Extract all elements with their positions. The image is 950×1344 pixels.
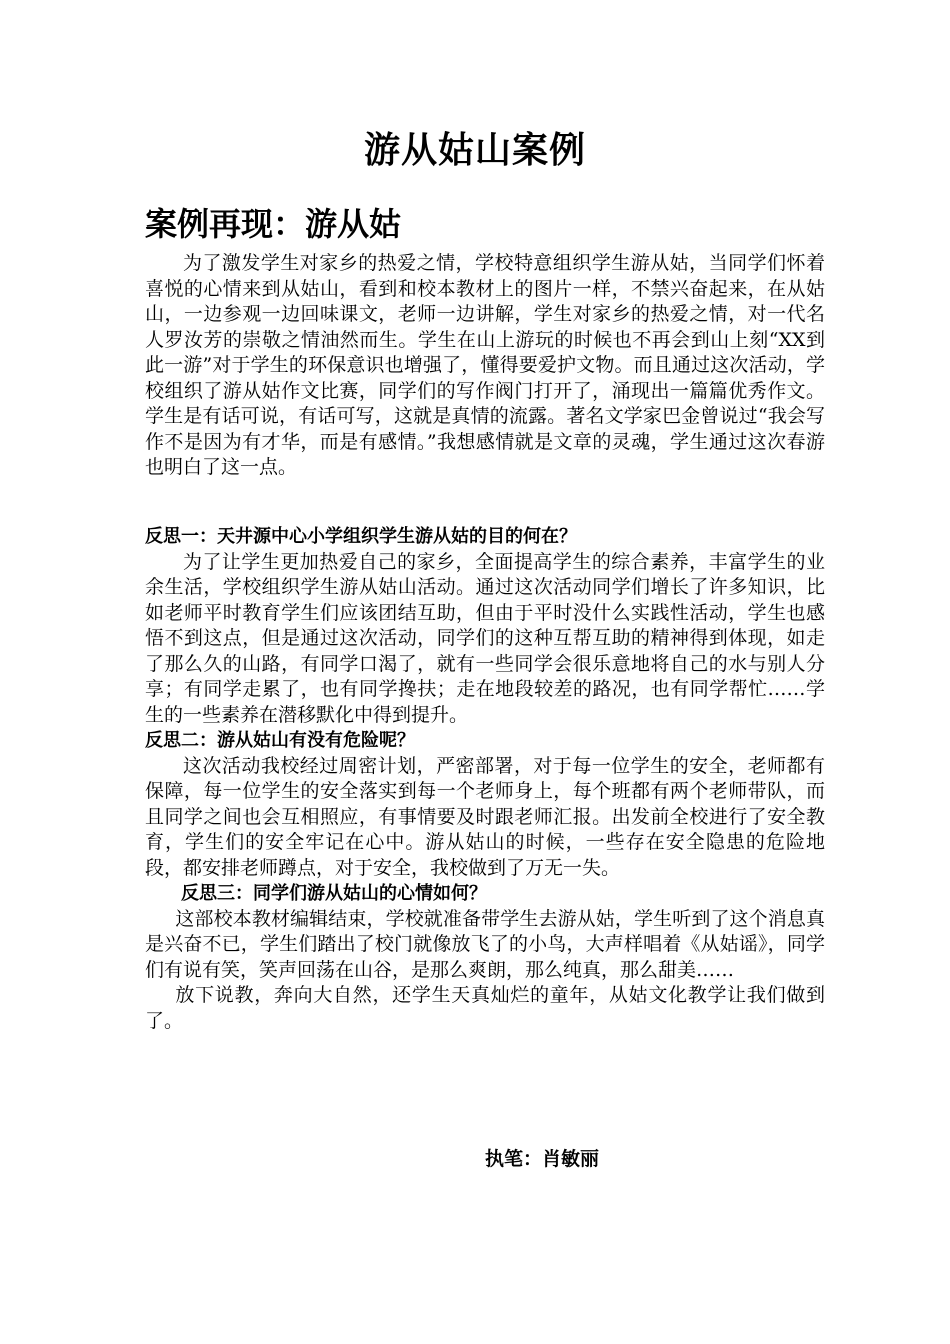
reflections-block xyxy=(145,524,825,1034)
author-signature: 执笔：肖敏丽 xyxy=(485,1148,600,1170)
reflection-2-heading: 反思二：游从姑山有没有危险呢？ xyxy=(145,730,415,751)
intro-block xyxy=(145,251,825,481)
reflection-1-body: 为了让学生更加热爱自己的家乡，全面提高学生的综合素养，丰富学生的业余生活，学校组织学生游从姑山活动。通过这次活动同学们增长了许多知识，比如老师平时教育学生们应该团结互助，但由于平时没什么实践性活动，学生也感悟不到这点，但是通过这次活动，同学们的这种互帮互助的精神得到体现，如走了那么久的山路，有同学口渴了，就有一些同学会很乐意地将自己的水与别人分享；有同学走累了，也有同学搀扶；走在地段较差的路况，也有同学帮忙……学生的一些素养在潜移默化中得到提升。 xyxy=(145,550,825,726)
reflection-3-body: 这部校本教材编辑结束，学校就准备带学生去游从姑，学生听到了这个消息真是兴奋不已，学生们踏出了校门就像放飞了的小鸟，大声样唱着《从姑谣》，同学们有说有笑，笑声回荡在山谷，是那么爽朗，那么纯真，那么甜美…… xyxy=(145,907,825,981)
reflection-2-body: 这次活动我校经过周密计划，严密部署，对于每一位学生的安全，老师都有保障，每一位学生的安全落实到每一个老师身上，每个班都有两个老师带队，而且同学之间也会互相照应，有事情要及时跟老师汇报。出发前全校进行了安全教育，学生们的安全牢记在心中。游从姑山的时候，一些存在安全隐患的危险地段，都安排老师蹲点，对于安全，我校做到了万无一失。 xyxy=(145,754,825,879)
reflection-1-heading: 反思一：天井源中心小学组织学生游从姑的目的何在？ xyxy=(145,526,577,547)
section-heading: 案例再现：游从姑 xyxy=(145,205,402,243)
intro-paragraph: 为了激发学生对家乡的热爱之情，学校特意组织学生游从姑，当同学们怀着喜悦的心情来到从姑山，看到和校本教材上的图片一样，不禁兴奋起来，在从姑山，一边参观一边回味课文，老师一边讲解，学生对家乡的热爱之情，对一代名人罗汝芳的崇敬之情油然而生。学生在山上游玩的时候也不再会到山上刻“XX到此一游”对于学生的环保意识也增强了，懂得要爱护文物。而且通过这次活动，学校组织了游从姑作文比赛，同学们的写作阀门打开了，涌现出一篇篇优秀作文。学生是有话可说，有话可写，这就是真情的流露。著名文学家巴金曾说过“我会写作不是因为有才华，而是有感情。”我想感情就是文章的灵魂，学生通过这次春游也明白了这一点。 xyxy=(145,252,825,478)
document-title: 游从姑山案例 xyxy=(363,130,586,171)
closing-paragraph: 放下说教，奔向大自然，还学生天真灿烂的童年，从姑文化教学让我们做到了。 xyxy=(145,984,825,1032)
reflection-3-heading: 反思三：同学们游从姑山的心情如何？ xyxy=(181,883,487,904)
